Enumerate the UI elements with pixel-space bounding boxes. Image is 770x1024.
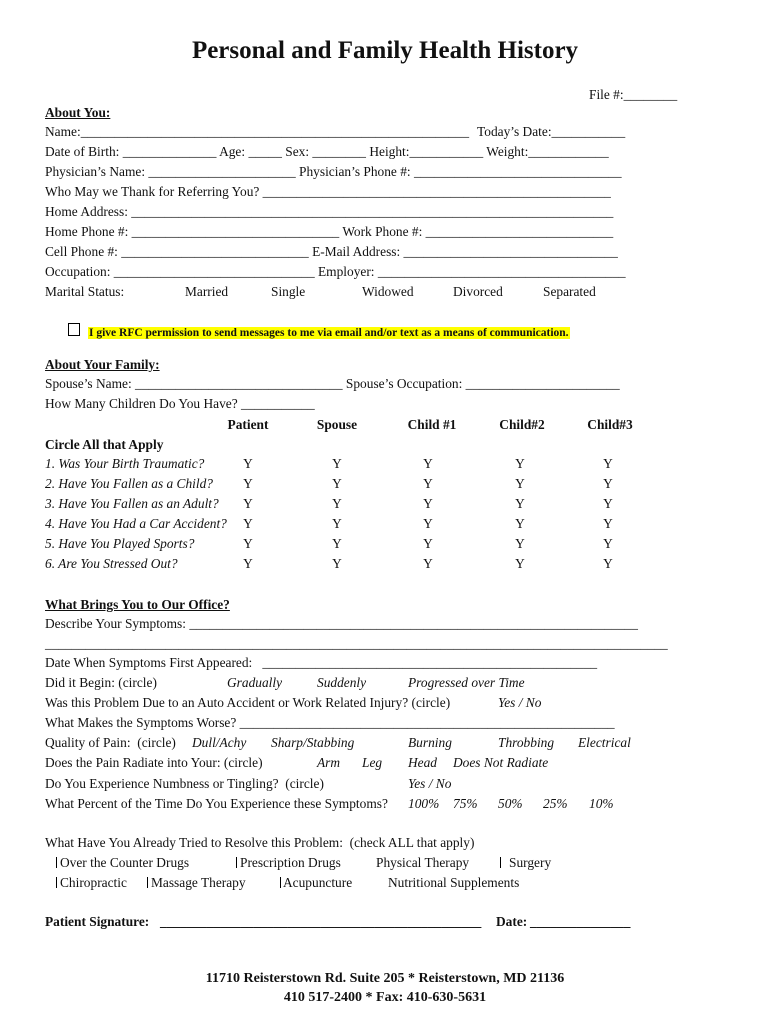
answer-spouse-q6[interactable]: Y bbox=[332, 556, 342, 571]
permission-text bbox=[88, 324, 570, 341]
answer-child2-q6[interactable]: Y bbox=[515, 556, 525, 571]
occupation-row[interactable]: Occupation: ______________________________ Employer: _____________________________________ bbox=[45, 264, 626, 279]
family-question-3: 3. Have You Fallen as an Adult? bbox=[45, 496, 219, 511]
answer-child1-q4[interactable]: Y bbox=[423, 516, 433, 531]
home-address-field[interactable]: Home Address: ________________________________________________________________________ bbox=[45, 204, 614, 219]
answer-spouse-q2[interactable]: Y bbox=[332, 476, 342, 491]
numbness-label: Do You Experience Numbness or Tingling? (circle) bbox=[45, 776, 324, 791]
marital-option-married[interactable]: Married bbox=[185, 284, 229, 299]
begin-option-suddenly[interactable]: Suddenly bbox=[317, 675, 367, 690]
percent-option-25[interactable]: 25% bbox=[543, 796, 568, 811]
checkbox-mark-icon[interactable] bbox=[280, 877, 281, 888]
checkbox-mark-icon[interactable] bbox=[147, 877, 148, 888]
answer-patient-q6[interactable]: Y bbox=[243, 556, 253, 571]
permission-checkbox[interactable] bbox=[68, 323, 80, 336]
tried-option-otc[interactable]: Over the Counter Drugs bbox=[60, 855, 190, 870]
radiate-label: Does the Pain Radiate into Your: (circle) bbox=[45, 755, 263, 770]
checkbox-mark-icon[interactable] bbox=[56, 857, 57, 868]
office-heading: What Brings You to Our Office? bbox=[45, 597, 230, 612]
tried-option-surgery[interactable]: Surgery bbox=[509, 855, 552, 870]
answer-patient-q2[interactable]: Y bbox=[243, 476, 253, 491]
answer-child3-q3[interactable]: Y bbox=[603, 496, 613, 511]
answer-child2-q1[interactable]: Y bbox=[515, 456, 525, 471]
footer-address: 11710 Reisterstown Rd. Suite 205 * Reisterstown, MD 21136 bbox=[205, 971, 565, 986]
dob-row[interactable]: Date of Birth: ______________ Age: _____ Sex: ________ Height:___________ Weight:____________ bbox=[45, 144, 609, 159]
marital-option-separated[interactable]: Separated bbox=[543, 284, 596, 299]
column-header-child2: Child#2 bbox=[499, 417, 545, 432]
phone-row[interactable]: Home Phone #: _______________________________ Work Phone #: ____________________________ bbox=[45, 224, 614, 239]
answer-child2-q2[interactable]: Y bbox=[515, 476, 525, 491]
radiate-option-leg[interactable]: Leg bbox=[362, 755, 383, 770]
about-you-heading: About You: bbox=[45, 105, 111, 120]
checkbox-mark-icon[interactable] bbox=[236, 857, 237, 868]
checkbox-mark-icon[interactable] bbox=[56, 877, 57, 888]
file-number-field[interactable]: File #:________ bbox=[589, 87, 678, 102]
percent-option-100[interactable]: 100% bbox=[408, 796, 440, 811]
column-header-patient: Patient bbox=[227, 417, 269, 432]
signature-date-label: Date: bbox=[496, 914, 528, 929]
marital-status-label: Marital Status: bbox=[45, 284, 125, 299]
family-question-2: 2. Have You Fallen as a Child? bbox=[45, 476, 214, 491]
worse-field[interactable]: What Makes the Symptoms Worse? ________________________________________________________ bbox=[45, 715, 615, 730]
answer-child1-q6[interactable]: Y bbox=[423, 556, 433, 571]
answer-child3-q2[interactable]: Y bbox=[603, 476, 613, 491]
column-header-spouse: Spouse bbox=[316, 417, 358, 432]
signature-line[interactable]: ________________________________________________ bbox=[160, 914, 482, 929]
tried-option-prescription[interactable]: Prescription Drugs bbox=[240, 855, 341, 870]
spouse-row[interactable]: Spouse’s Name: _______________________________ Spouse’s Occupation: _______________________ bbox=[45, 376, 620, 391]
page-title: Personal and Family Health History bbox=[191, 37, 579, 64]
answer-child1-q5[interactable]: Y bbox=[423, 536, 433, 551]
marital-option-single[interactable]: Single bbox=[271, 284, 306, 299]
answer-child3-q1[interactable]: Y bbox=[603, 456, 613, 471]
answer-child1-q3[interactable]: Y bbox=[423, 496, 433, 511]
quality-label: Quality of Pain: (circle) bbox=[45, 735, 176, 750]
begin-label: Did it Begin: (circle) bbox=[45, 675, 157, 690]
family-question-4: 4. Have You Had a Car Accident? bbox=[45, 516, 227, 531]
answer-spouse-q3[interactable]: Y bbox=[332, 496, 342, 511]
column-header-child3: Child#3 bbox=[587, 417, 633, 432]
quality-option-sharp[interactable]: Sharp/Stabbing bbox=[271, 735, 355, 750]
answer-child3-q5[interactable]: Y bbox=[603, 536, 613, 551]
percent-option-50[interactable]: 50% bbox=[498, 796, 523, 811]
tried-option-massage[interactable]: Massage Therapy bbox=[151, 875, 246, 890]
marital-option-divorced[interactable]: Divorced bbox=[453, 284, 503, 299]
column-header-child1: Child #1 bbox=[407, 417, 457, 432]
physician-row[interactable]: Physician’s Name: ______________________ Physician’s Phone #: _______________________________ bbox=[45, 164, 622, 179]
begin-option-progressed[interactable]: Progressed over Time bbox=[408, 675, 525, 690]
quality-option-burning[interactable]: Burning bbox=[408, 735, 452, 750]
family-question-1: 1. Was Your Birth Traumatic? bbox=[45, 456, 205, 471]
todays-date-field[interactable]: Today’s Date:___________ bbox=[477, 124, 626, 139]
footer-phone: 410 517-2400 * Fax: 410-630-5631 bbox=[283, 990, 487, 1005]
percent-option-10[interactable]: 10% bbox=[589, 796, 614, 811]
children-count-field[interactable]: How Many Children Do You Have? ___________ bbox=[45, 396, 315, 411]
answer-spouse-q4[interactable]: Y bbox=[332, 516, 342, 531]
radiate-option-head[interactable]: Head bbox=[408, 755, 438, 770]
auto-accident-label: Was this Problem Due to an Auto Accident or Work Related Injury? (circle) bbox=[45, 695, 451, 710]
radiate-option-none[interactable]: Does Not Radiate bbox=[453, 755, 549, 770]
cell-email-row[interactable]: Cell Phone #: ____________________________ E-Mail Address: ________________________________ bbox=[45, 244, 618, 259]
about-family-heading: About Your Family: bbox=[45, 357, 160, 372]
answer-patient-q3[interactable]: Y bbox=[243, 496, 253, 511]
radiate-option-arm[interactable]: Arm bbox=[317, 755, 341, 770]
answer-patient-q1[interactable]: Y bbox=[243, 456, 253, 471]
checkbox-mark-icon[interactable] bbox=[500, 857, 501, 868]
tried-label: What Have You Already Tried to Resolve this Problem: (check ALL that apply) bbox=[45, 835, 475, 850]
quality-option-dull[interactable]: Dull/Achy bbox=[192, 735, 247, 750]
answer-spouse-q5[interactable]: Y bbox=[332, 536, 342, 551]
answer-patient-q5[interactable]: Y bbox=[243, 536, 253, 551]
referral-field[interactable]: Who May we Thank for Referring You? ____________________________________________________ bbox=[45, 184, 611, 199]
family-question-5: 5. Have You Played Sports? bbox=[45, 536, 195, 551]
tried-option-acupuncture[interactable]: Acupuncture bbox=[283, 875, 353, 890]
signature-date-line[interactable]: _______________ bbox=[530, 914, 631, 929]
numbness-options[interactable]: Yes / No bbox=[408, 776, 452, 791]
answer-child2-q3[interactable]: Y bbox=[515, 496, 525, 511]
percent-label: What Percent of the Time Do You Experience these Symptoms? bbox=[45, 796, 388, 811]
first-appeared-field[interactable]: Date When Symptoms First Appeared: __________________________________________________ bbox=[45, 655, 598, 670]
quality-option-throbbing[interactable]: Throbbing bbox=[498, 735, 555, 750]
answer-child3-q6[interactable]: Y bbox=[603, 556, 613, 571]
circle-all-label: Circle All that Apply bbox=[45, 437, 164, 452]
answer-child2-q5[interactable]: Y bbox=[515, 536, 525, 551]
tried-option-physical-therapy[interactable]: Physical Therapy bbox=[376, 855, 470, 870]
answer-child3-q4[interactable]: Y bbox=[603, 516, 613, 531]
auto-accident-options[interactable]: Yes / No bbox=[498, 695, 542, 710]
describe-symptoms-continuation[interactable]: _____________________________________________________________________________________________ bbox=[45, 636, 668, 651]
quality-option-electrical[interactable]: Electrical bbox=[578, 735, 631, 750]
answer-child1-q1[interactable]: Y bbox=[423, 456, 433, 471]
family-question-6: 6. Are You Stressed Out? bbox=[45, 556, 178, 571]
percent-option-75[interactable]: 75% bbox=[453, 796, 478, 811]
begin-option-gradually[interactable]: Gradually bbox=[227, 675, 283, 690]
name-field[interactable]: Name:__________________________________________________________ bbox=[45, 124, 470, 139]
answer-spouse-q1[interactable]: Y bbox=[332, 456, 342, 471]
signature-label: Patient Signature: bbox=[45, 914, 150, 929]
tried-option-nutritional[interactable]: Nutritional Supplements bbox=[388, 875, 520, 890]
answer-child1-q2[interactable]: Y bbox=[423, 476, 433, 491]
answer-child2-q4[interactable]: Y bbox=[515, 516, 525, 531]
permission-highlight: I give RFC permission to send messages to me via email and/or text as a means of communication. bbox=[89, 327, 569, 339]
describe-symptoms-field[interactable]: Describe Your Symptoms: ___________________________________________________________________ bbox=[45, 616, 638, 631]
tried-option-chiropractic[interactable]: Chiropractic bbox=[60, 875, 127, 890]
answer-patient-q4[interactable]: Y bbox=[243, 516, 253, 531]
marital-option-widowed[interactable]: Widowed bbox=[362, 284, 414, 299]
